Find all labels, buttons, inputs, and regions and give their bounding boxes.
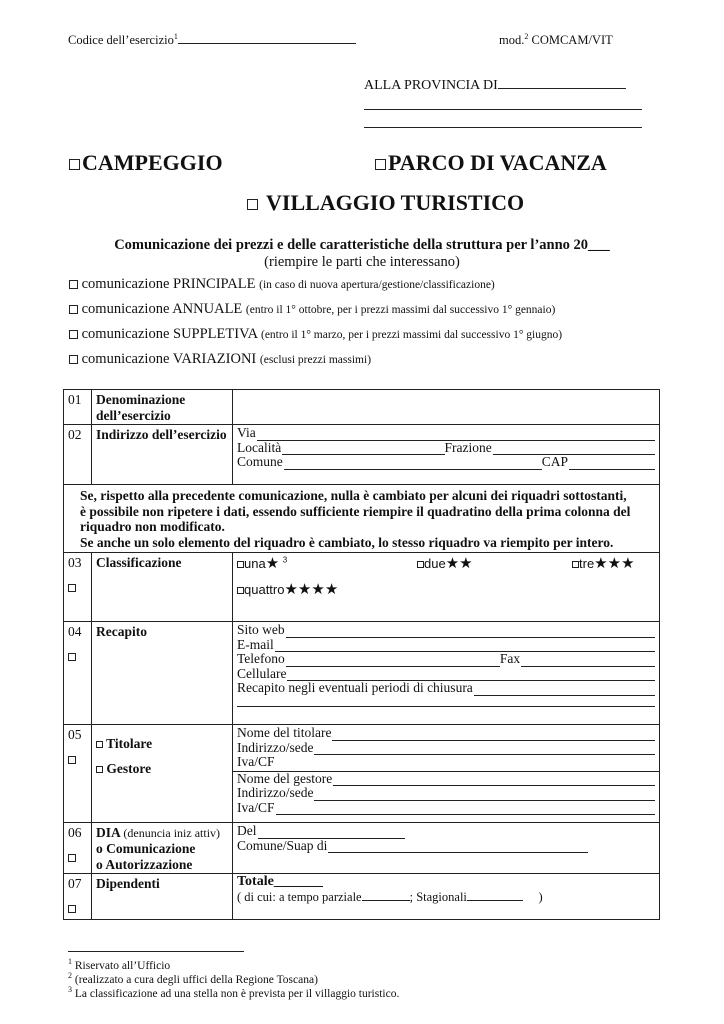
row-07-checkbox[interactable] [68,905,76,913]
subtitle-note: (riempire le parti che interessano) [264,254,460,270]
denominazione-field[interactable] [233,390,660,425]
row-number: 07 [68,876,82,891]
iva-gestore-field[interactable]: Iva/CF [237,801,655,816]
classificazione-label: Classificazione [92,553,233,622]
recapito-chiusura-line-2[interactable] [237,696,655,707]
row-06-checkbox[interactable] [68,854,76,862]
due-checkbox[interactable] [417,561,424,568]
dipendenti-breakdown[interactable]: ( di cui: a tempo parziale ; Stagionali ) [237,889,543,904]
row-number: 06 [68,825,82,840]
via-field[interactable]: Via [237,426,655,441]
row-03-checkbox[interactable] [68,584,76,592]
instructions-note: Se, rispetto alla precedente comunicazione, nulla è cambiato per alcuni dei riquadri sottostanti, è possibile non ripetere i dati, essendo sufficiente riempire il quadratino della prima colonna del riquadro non modificato. Se anche un solo elemento del riquadro è cambiato, lo stesso riquadro va riempito per intero. [64,485,660,553]
row-06: 06 DIA (denuncia iniz attiv) o Comunicazione o Autorizzazione Del Comune/Suap di [64,823,660,874]
footnote-1: $^1$ Riservato all’Ufficio [68,957,171,972]
comune-field[interactable]: Comune CAP [237,455,655,470]
localita-field[interactable]: Località Frazione [237,441,655,456]
provincia-line-3[interactable] [364,118,642,128]
villaggio-checkbox[interactable] [247,199,258,210]
principale-checkbox[interactable] [69,280,78,289]
villaggio-option[interactable]: VILLAGGIO TURISTICO [247,190,524,216]
iva-titolare-field[interactable]: Iva/CF [237,754,275,769]
due-stelle-option[interactable]: due★★ [417,557,473,572]
campeggio-checkbox[interactable] [69,159,80,170]
provincia-field[interactable]: ALLA PROVINCIA DI [364,78,626,94]
recapito-label: Recapito [92,622,233,725]
star-icon: ★ [265,555,280,572]
option-annuale[interactable]: comunicazione ANNUALE (entro il 1° ottobre, per i prezzi massimi dal successivo 1° gennaio) [69,301,555,318]
codice-esercizio-field[interactable] [68,33,356,48]
footnote-separator [68,951,244,952]
parco-checkbox[interactable] [375,159,386,170]
titolare-checkbox[interactable] [96,741,103,748]
row-01 [64,390,660,425]
star-icon: ★★★★ [284,581,339,598]
cellulare-field[interactable]: Cellulare [237,667,655,682]
indirizzo-gestore-field[interactable]: Indirizzo/sede [237,786,655,801]
variazioni-checkbox[interactable] [69,355,78,364]
codice-label: Codice dell’esercizio [68,33,174,47]
una-stella-option[interactable]: una★ $^3$ [237,557,287,572]
option-variazioni[interactable]: comunicazione VARIAZIONI (esclusi prezzi massimi) [69,351,371,368]
campeggio-option[interactable]: CAMPEGGIO [69,150,223,176]
provincia-line-2[interactable] [364,100,642,110]
denominazione-label: Denominazione dell’esercizio [92,390,233,425]
parziale-field[interactable] [362,890,410,901]
quattro-stelle-option[interactable]: quattro★★★★ [237,583,655,598]
una-checkbox[interactable] [237,561,244,568]
row-04-checkbox[interactable] [68,653,76,661]
indirizzo-titolare-field[interactable]: Indirizzo/sede [237,741,655,756]
email-field[interactable]: E-mail [237,638,655,653]
gestore-option[interactable]: Gestore [96,756,232,781]
option-suppletiva[interactable]: comunicazione SUPPLETIVA (entro il 1° marzo, per i prezzi massimi dal successivo 1° giugno) [69,326,562,343]
dia-date-field[interactable]: Del [237,824,655,839]
parco-option[interactable]: PARCO DI VACANZA [375,150,607,176]
totale-field[interactable]: Totale_______ [237,874,323,889]
row-05-checkbox[interactable] [68,756,76,764]
data-table [63,389,660,920]
row-number: 04 [68,624,82,639]
row-04 [64,622,660,725]
quattro-checkbox[interactable] [237,587,244,594]
row-number: 02 [64,425,92,485]
note-row [64,485,660,553]
stagionali-field[interactable] [467,890,523,901]
suppletiva-checkbox[interactable] [69,330,78,339]
row-number: 05 [68,727,82,742]
dipendenti-label: Dipendenti [92,874,233,920]
recapito-chiusura-field[interactable]: Recapito negli eventuali periodi di chiusura [237,681,655,696]
tre-checkbox[interactable] [572,561,579,568]
sito-web-field[interactable]: Sito web [237,623,655,638]
row-number: 03 [68,555,82,570]
subtitle: Comunicazione dei prezzi e delle caratteristiche della struttura per l’anno 20___ [114,237,610,253]
indirizzo-label: Indirizzo dell’esercizio [92,425,233,485]
footnote-2: $^2$ (realizzato a cura degli uffici della Regione Toscana) [68,971,318,986]
comune-suap-field[interactable]: Comune/Suap di [237,839,655,854]
option-principale[interactable]: comunicazione PRINCIPALE (in caso di nuova apertura/gestione/classificazione) [69,276,495,293]
gestore-checkbox[interactable] [96,766,103,773]
titolare-option[interactable]: Titolare [96,731,232,756]
star-icon: ★★★ [594,555,635,572]
row-number: 01 [64,390,92,425]
footnote-3: $^3$ La classificazione ad una stella non è prevista per il villaggio turistico. [68,985,400,1000]
telefono-field[interactable]: Telefono Fax [237,652,655,667]
footnote-ref: 1 [173,31,178,41]
star-icon: ★★ [445,555,473,572]
mod-code: mod.$^2$ COMCAM/VIT [499,31,613,47]
tre-stelle-option[interactable]: tre★★★ [572,557,635,572]
nome-titolare-field[interactable]: Nome del titolare [237,726,655,741]
annuale-checkbox[interactable] [69,305,78,314]
nome-gestore-field[interactable]: Nome del gestore [237,772,655,787]
row-07 [64,874,660,920]
row-05 [64,725,660,823]
row-03 [64,553,660,622]
row-02 [64,425,660,485]
